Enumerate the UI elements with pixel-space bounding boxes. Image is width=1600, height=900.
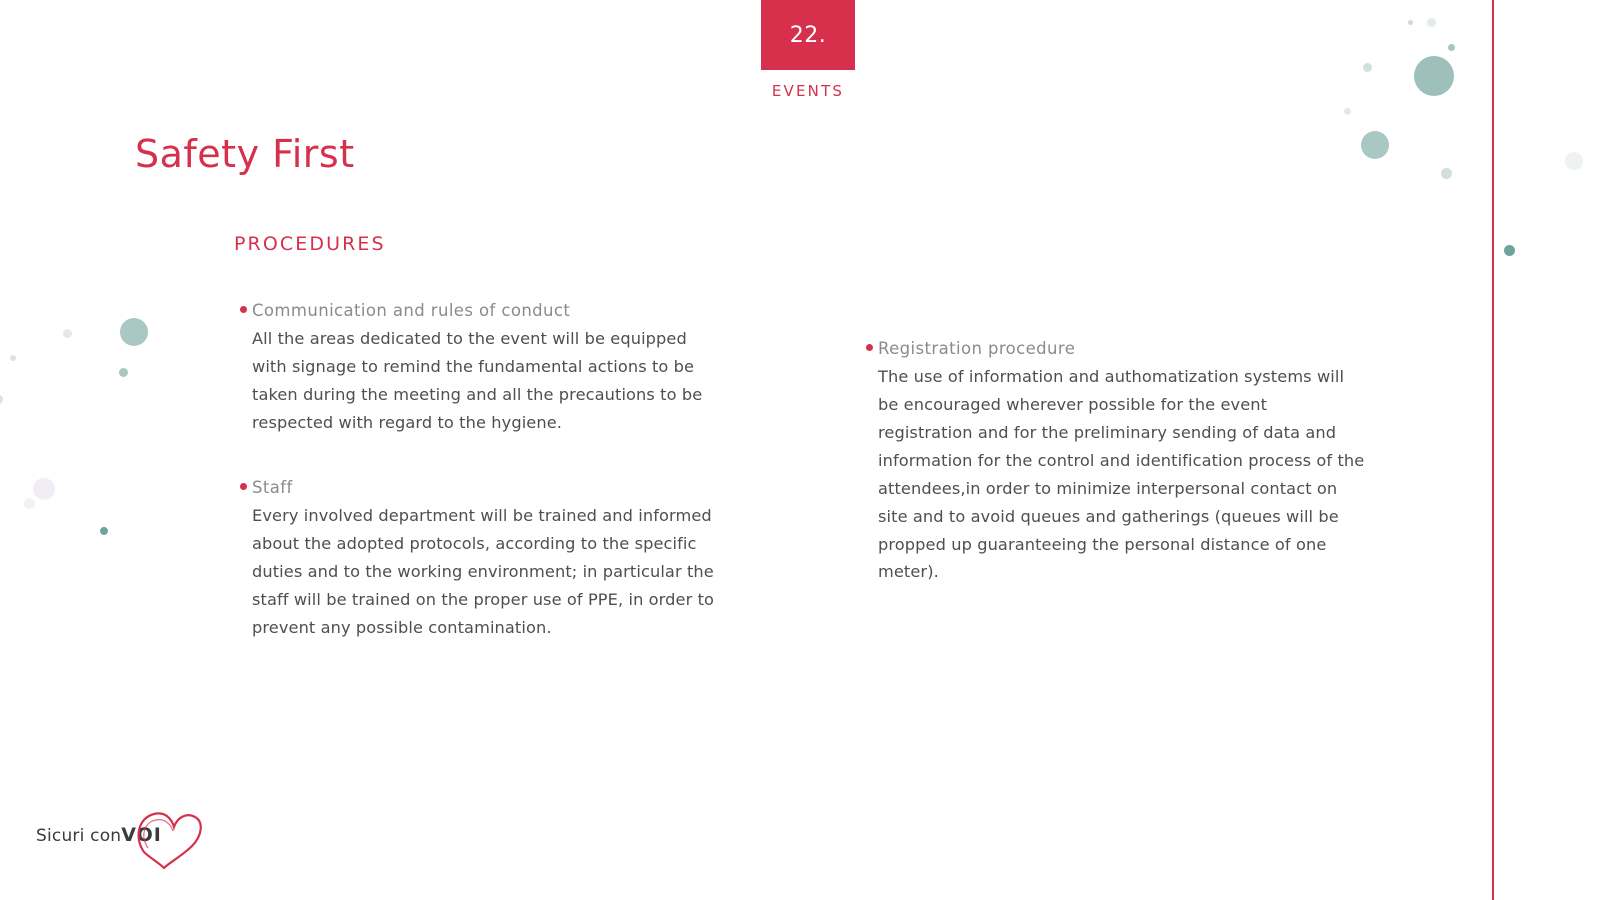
section-label: EVENTS <box>771 82 845 100</box>
decorative-dot <box>1448 44 1455 51</box>
decorative-dot <box>1504 245 1515 256</box>
list-item <box>866 338 1366 586</box>
logo-text-bold: VOI <box>121 824 162 846</box>
decorative-dot <box>24 498 35 509</box>
right-column <box>866 338 1366 626</box>
heart-icon <box>124 800 204 870</box>
bullet-icon <box>240 483 247 490</box>
decorative-dot <box>1414 56 1454 96</box>
left-column <box>240 300 720 682</box>
entry-heading <box>240 477 720 498</box>
logo-text-light: Sicuri con <box>36 826 122 846</box>
entry-body: All the areas dedicated to the event will be equipped with signage to remind the fundamental actions to be taken during the meeting and all the precautions to be respected with regard to the hygiene. <box>252 329 703 433</box>
entry-heading-text: Staff <box>252 477 293 497</box>
decorative-dot <box>1565 152 1583 170</box>
decorative-dot <box>100 527 108 535</box>
entry-heading <box>866 338 1366 359</box>
decorative-dot <box>33 478 55 500</box>
decorative-dot <box>1363 63 1372 72</box>
decorative-dot <box>63 329 72 338</box>
decorative-dot <box>1427 18 1436 27</box>
logo <box>36 800 236 870</box>
entry-body: Every involved department will be trained and informed about the adopted protocols, according to the specific duties and to the working environment; in particular the staff will be trained on the proper use of PPE, in order to prevent any possible contamination. <box>252 506 715 637</box>
list-item <box>240 477 720 642</box>
right-vertical-rule <box>1492 0 1494 900</box>
entry-body: The use of information and authomatization systems will be encouraged wherever possible for the event registration and for the preliminary sending of data and information for the control and identification process of the attendees,in order to minimize interpersonal contact on site and to avoid queues and gatherings (queues will be propped up guaranteeing the personal distance of one meter). <box>878 367 1365 582</box>
entry-heading-text: Registration procedure <box>878 339 1076 358</box>
decorative-dot <box>1344 108 1351 115</box>
slide-number-tab <box>761 0 855 70</box>
decorative-dot <box>119 368 128 377</box>
page-subtitle: PROCEDURES <box>234 233 386 255</box>
list-item <box>240 300 720 437</box>
entry-heading-text: Communication and rules of conduct <box>252 301 571 320</box>
bullet-icon <box>866 344 873 351</box>
slide-number: 22. <box>789 22 827 48</box>
decorative-dot <box>1408 20 1413 25</box>
entry-heading <box>240 300 720 321</box>
decorative-dot <box>1361 131 1389 159</box>
decorative-dot <box>10 355 16 361</box>
decorative-dot <box>120 318 148 346</box>
decorative-dot <box>0 395 3 404</box>
bullet-icon <box>240 306 247 313</box>
decorative-dot <box>1441 168 1452 179</box>
page-title: Safety First <box>135 132 355 176</box>
